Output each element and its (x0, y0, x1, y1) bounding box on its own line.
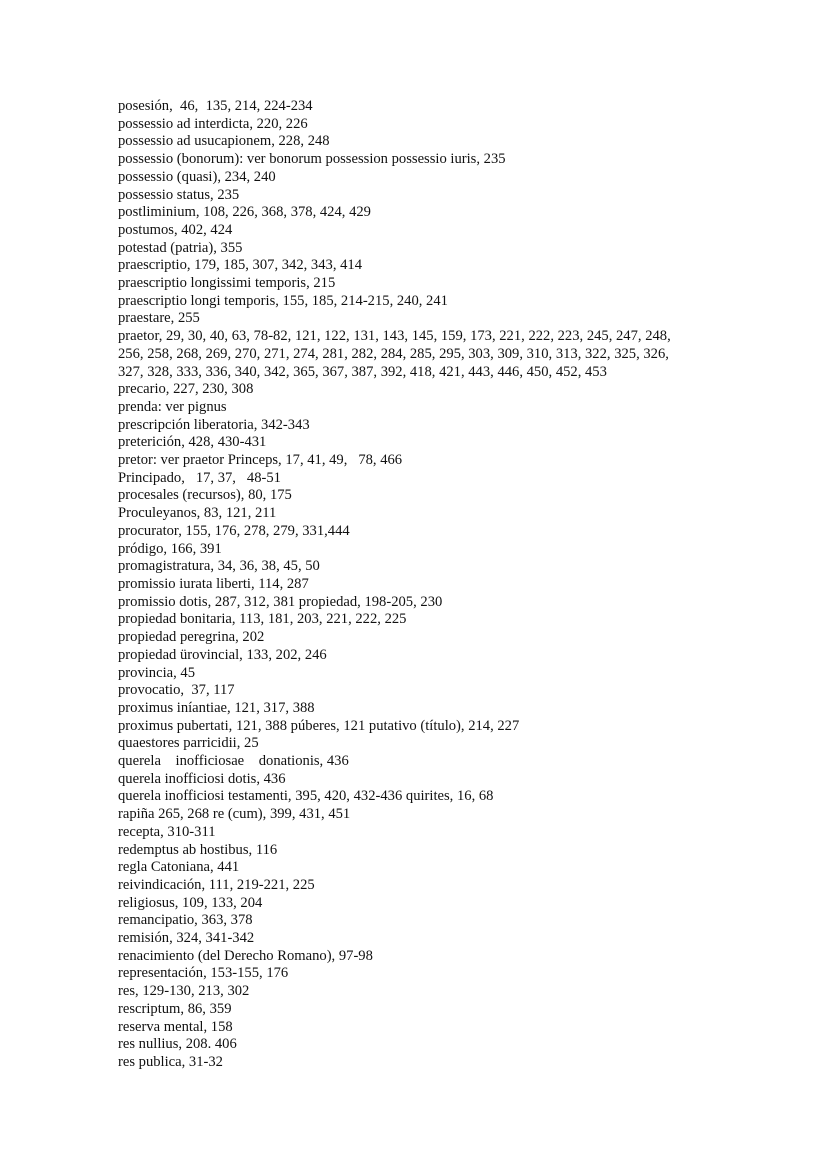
index-entry: possessio (bonorum): ver bonorum possession possessio iuris, 235 (118, 151, 506, 168)
index-entry: res nullius, 208. 406 (118, 1036, 237, 1053)
index-entry: possessio ad interdicta, 220, 226 (118, 115, 308, 132)
index-entry: propiedad peregrina, 202 (118, 629, 265, 646)
index-entry: precario, 227, 230, 308 (118, 381, 254, 398)
index-entry: reivindicación, 111, 219-221, 225 (118, 876, 315, 893)
index-entry: proximus pubertati, 121, 388 púberes, 121 putativo (título), 214, 227 (118, 717, 520, 734)
index-entry: remisión, 324, 341-342 (118, 930, 255, 947)
index-entry: propiedad ürovincial, 133, 202, 246 (118, 646, 327, 663)
index-entry: praestare, 255 (118, 310, 200, 327)
index-entry: proximus iníantiae, 121, 317, 388 (118, 699, 315, 716)
index-list (118, 98, 758, 1072)
index-entry: procesales (recursos), 80, 175 (118, 487, 292, 504)
index-entry: posesión, 46, 135, 214, 224-234 (118, 98, 313, 114)
index-entry: potestad (patria), 355 (118, 239, 243, 256)
index-entry: promissio iurata liberti, 114, 287 (118, 575, 309, 592)
index-entry: preterición, 428, 430-431 (118, 434, 267, 451)
index-entry: praescriptio, 179, 185, 307, 342, 343, 414 (118, 257, 363, 274)
index-entry: praescriptio longissimi temporis, 215 (118, 275, 336, 292)
index-entry: postliminium, 108, 226, 368, 378, 424, 429 (118, 204, 371, 221)
index-entry: remancipatio, 363, 378 (118, 912, 253, 929)
index-entry: praetor, 29, 30, 40, 63, 78-82, 121, 122, 131, 143, 145, 159, 173, 221, 222, 223, 245, 247, 248, (118, 328, 671, 345)
index-entry: renacimiento (del Derecho Romano), 97-98 (118, 947, 373, 964)
index-entry: representación, 153-155, 176 (118, 965, 289, 982)
index-entry: possessio status, 235 (118, 186, 240, 203)
index-entry: prescripción liberatoria, 342-343 (118, 416, 310, 433)
index-entry: res, 129-130, 213, 302 (118, 983, 250, 1000)
index-entry: procurator, 155, 176, 278, 279, 331,444 (118, 522, 350, 539)
index-entry: querela inofficiosi dotis, 436 (118, 770, 286, 787)
index-entry: prenda: ver pignus (118, 398, 227, 415)
index-entry: provocatio, 37, 117 (118, 682, 235, 699)
index-entry: postumos, 402, 424 (118, 221, 233, 238)
index-entry: possessio (quasi), 234, 240 (118, 168, 276, 185)
index-entry: rescriptum, 86, 359 (118, 1000, 232, 1017)
index-entry: 256, 258, 268, 269, 270, 271, 274, 281, 282, 284, 285, 295, 303, 309, 310, 313, 322, 325, 326, (118, 345, 669, 362)
index-entry: religiosus, 109, 133, 204 (118, 894, 263, 911)
index-entry: provincia, 45 (118, 664, 196, 681)
index-entry: res publica, 31-32 (118, 1053, 223, 1070)
index-entry: promissio dotis, 287, 312, 381 propiedad, 198-205, 230 (118, 593, 443, 610)
index-entry: reserva mental, 158 (118, 1018, 233, 1035)
index-entry: pretor: ver praetor Princeps, 17, 41, 49, 78, 466 (118, 452, 403, 469)
index-entry: rapiña 265, 268 re (cum), 399, 431, 451 (118, 806, 351, 823)
index-entry: Principado, 17, 37, 48-51 (118, 469, 281, 486)
index-entry: pródigo, 166, 391 (118, 540, 222, 557)
index-entry: recepta, 310-311 (118, 823, 216, 840)
index-entry: 327, 328, 333, 336, 340, 342, 365, 367, 387, 392, 418, 421, 443, 446, 450, 452, 453 (118, 363, 607, 380)
index-entry: querela inofficiosi testamenti, 395, 420, 432-436 quirites, 16, 68 (118, 788, 494, 805)
index-entry: praescriptio longi temporis, 155, 185, 214-215, 240, 241 (118, 292, 448, 309)
index-entry: redemptus ab hostibus, 116 (118, 841, 278, 858)
index-entry: promagistratura, 34, 36, 38, 45, 50 (118, 558, 320, 575)
index-entry: quaestores parricidii, 25 (118, 735, 259, 752)
index-entry: Proculeyanos, 83, 121, 211 (118, 505, 277, 522)
index-entry: propiedad bonitaria, 113, 181, 203, 221, 222, 225 (118, 611, 407, 628)
index-entry: querela inofficiosae donationis, 436 (118, 753, 349, 770)
index-entry: regla Catoniana, 441 (118, 859, 240, 876)
index-entry: possessio ad usucapionem, 228, 248 (118, 133, 330, 150)
